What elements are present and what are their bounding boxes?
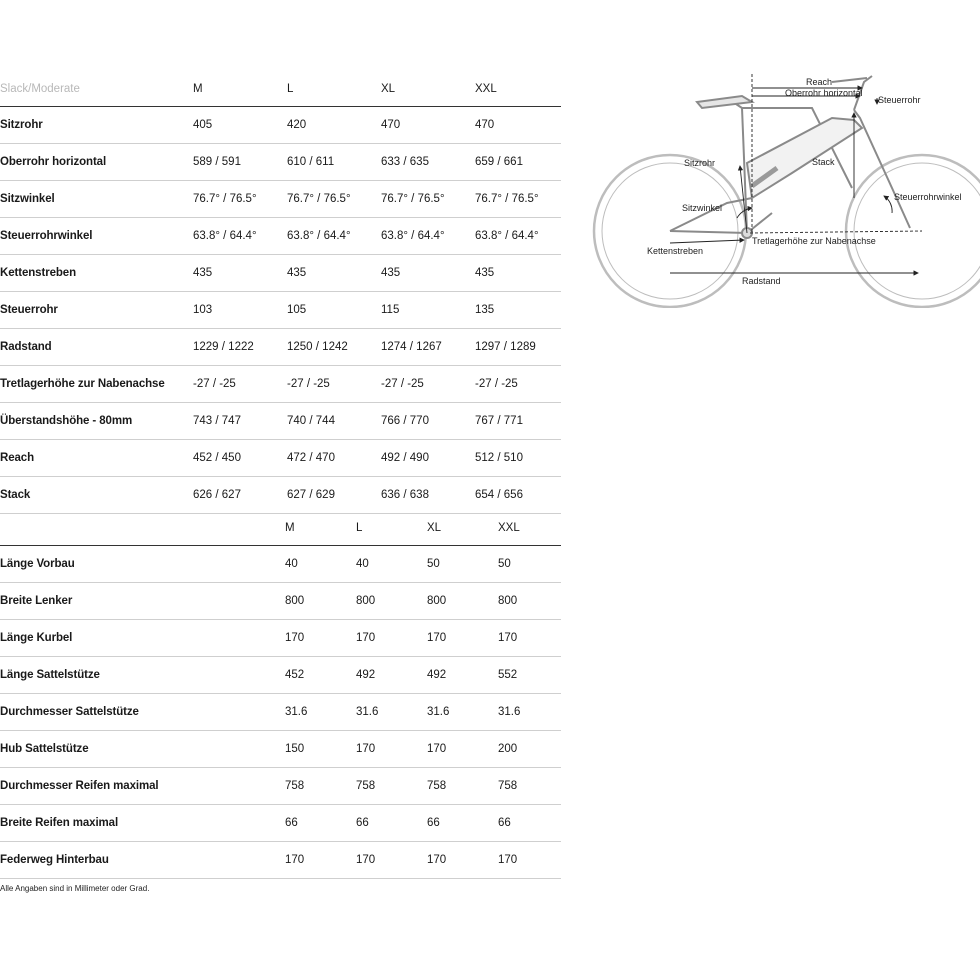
cell-value: 170 [427, 731, 498, 768]
table-row [0, 731, 561, 768]
row-label: Stack [0, 477, 193, 514]
header-size: M [285, 511, 356, 546]
row-label: Breite Reifen maximal [0, 805, 285, 842]
cell-value: 31.6 [285, 694, 356, 731]
cell-value: 435 [193, 255, 287, 292]
cell-value: 135 [475, 292, 561, 329]
label-sitzwinkel: Sitzwinkel [682, 203, 723, 213]
cell-value: 659 / 661 [475, 144, 561, 181]
row-label: Breite Lenker [0, 583, 285, 620]
table-row [0, 440, 561, 477]
table-row [0, 255, 561, 292]
cell-value: 758 [356, 768, 427, 805]
cell-value: 63.8° / 64.4° [287, 218, 381, 255]
cell-value: 452 [285, 657, 356, 694]
label-steuerrohrwinkel: Steuerrohrwinkel [894, 192, 962, 202]
geometry-table [0, 71, 561, 514]
cell-value: 103 [193, 292, 287, 329]
row-label: Steuerrohrwinkel [0, 218, 193, 255]
cell-value: 170 [498, 620, 561, 657]
cell-value: 740 / 744 [287, 403, 381, 440]
table-row [0, 292, 561, 329]
row-label: Federweg Hinterbau [0, 842, 285, 879]
row-label: Hub Sattelstütze [0, 731, 285, 768]
footnote: Alle Angaben sind in Millimeter oder Grad. [0, 884, 150, 893]
row-label: Überstandshöhe - 80mm [0, 403, 193, 440]
cell-value: 766 / 770 [381, 403, 475, 440]
header-label [0, 511, 285, 546]
table-row [0, 144, 561, 181]
row-label: Durchmesser Reifen maximal [0, 768, 285, 805]
row-label: Radstand [0, 329, 193, 366]
cell-value: 170 [356, 842, 427, 879]
cell-value: 76.7° / 76.5° [475, 181, 561, 218]
cell-value: 1274 / 1267 [381, 329, 475, 366]
cell-value: 1229 / 1222 [193, 329, 287, 366]
cell-value: 31.6 [356, 694, 427, 731]
cell-value: 626 / 627 [193, 477, 287, 514]
cell-value: 552 [498, 657, 561, 694]
cell-value: 627 / 629 [287, 477, 381, 514]
table-row [0, 805, 561, 842]
cell-value: 800 [498, 583, 561, 620]
table-header-row [0, 71, 561, 107]
table-row [0, 477, 561, 514]
cell-value: 512 / 510 [475, 440, 561, 477]
cell-value: 170 [356, 620, 427, 657]
cell-value: 800 [285, 583, 356, 620]
cell-value: 200 [498, 731, 561, 768]
cell-value: 492 [427, 657, 498, 694]
table-row [0, 768, 561, 805]
table-row [0, 620, 561, 657]
cell-value: 170 [285, 842, 356, 879]
cell-value: 800 [427, 583, 498, 620]
row-label: Oberrohr horizontal [0, 144, 193, 181]
cell-value: 63.8° / 64.4° [475, 218, 561, 255]
label-kettenstreben: Kettenstreben [647, 246, 704, 256]
cell-value: 31.6 [427, 694, 498, 731]
cell-value: 76.7° / 76.5° [193, 181, 287, 218]
cell-value: 50 [498, 546, 561, 583]
cell-value: 758 [285, 768, 356, 805]
cell-value: 66 [356, 805, 427, 842]
label-reach: Reach [806, 77, 833, 87]
row-label: Länge Vorbau [0, 546, 285, 583]
cell-value: 66 [427, 805, 498, 842]
cell-value: 76.7° / 76.5° [381, 181, 475, 218]
components-table [0, 511, 561, 879]
table-header-row [0, 511, 561, 546]
row-label: Länge Kurbel [0, 620, 285, 657]
row-label: Sitzwinkel [0, 181, 193, 218]
cell-value: 66 [285, 805, 356, 842]
cell-value: 105 [287, 292, 381, 329]
table-row [0, 181, 561, 218]
header-label: Slack/Moderate [0, 71, 193, 107]
cell-value: 405 [193, 107, 287, 144]
table-row [0, 403, 561, 440]
header-size: M [193, 71, 287, 107]
cell-value: 63.8° / 64.4° [193, 218, 287, 255]
label-oberrohr: Oberrohr horizontal [785, 88, 863, 98]
cell-value: 492 / 490 [381, 440, 475, 477]
table-row [0, 107, 561, 144]
label-radstand: Radstand [742, 276, 781, 286]
cell-value: 435 [381, 255, 475, 292]
cell-value: 170 [427, 620, 498, 657]
cell-value: 654 / 656 [475, 477, 561, 514]
table-row [0, 329, 561, 366]
header-size: L [287, 71, 381, 107]
cell-value: 420 [287, 107, 381, 144]
table-row [0, 657, 561, 694]
cell-value: 589 / 591 [193, 144, 287, 181]
cell-value: 170 [498, 842, 561, 879]
cell-value: 170 [427, 842, 498, 879]
cell-value: 470 [381, 107, 475, 144]
cell-value: 1250 / 1242 [287, 329, 381, 366]
header-size: XL [381, 71, 475, 107]
cell-value: 50 [427, 546, 498, 583]
row-label: Durchmesser Sattelstütze [0, 694, 285, 731]
cell-value: 40 [285, 546, 356, 583]
row-label: Steuerrohr [0, 292, 193, 329]
cell-value: 66 [498, 805, 561, 842]
table-row [0, 583, 561, 620]
row-label: Sitzrohr [0, 107, 193, 144]
cell-value: -27 / -25 [381, 366, 475, 403]
cell-value: 470 [475, 107, 561, 144]
header-size: L [356, 511, 427, 546]
cell-value: 435 [475, 255, 561, 292]
label-tretlager: Tretlagerhöhe zur Nabenachse [752, 236, 876, 246]
cell-value: 1297 / 1289 [475, 329, 561, 366]
cell-value: 610 / 611 [287, 144, 381, 181]
cell-value: 633 / 635 [381, 144, 475, 181]
label-stack: Stack [812, 157, 835, 167]
bike-geometry-diagram [592, 68, 980, 308]
cell-value: -27 / -25 [475, 366, 561, 403]
header-size: XL [427, 511, 498, 546]
cell-value: 76.7° / 76.5° [287, 181, 381, 218]
cell-value: 435 [287, 255, 381, 292]
table-row [0, 218, 561, 255]
cell-value: 743 / 747 [193, 403, 287, 440]
row-label: Länge Sattelstütze [0, 657, 285, 694]
cell-value: 767 / 771 [475, 403, 561, 440]
cell-value: 452 / 450 [193, 440, 287, 477]
header-size: XXL [475, 71, 561, 107]
label-steuerrohr: Steuerrohr [878, 95, 921, 105]
table-row [0, 842, 561, 879]
cell-value: 800 [356, 583, 427, 620]
table-row [0, 694, 561, 731]
cell-value: 758 [498, 768, 561, 805]
front-wheel [846, 155, 980, 307]
cell-value: 31.6 [498, 694, 561, 731]
cell-value: 636 / 638 [381, 477, 475, 514]
row-label: Kettenstreben [0, 255, 193, 292]
cell-value: 63.8° / 64.4° [381, 218, 475, 255]
table-row [0, 366, 561, 403]
cell-value: 115 [381, 292, 475, 329]
cell-value: -27 / -25 [287, 366, 381, 403]
cell-value: 40 [356, 546, 427, 583]
cell-value: 170 [285, 620, 356, 657]
row-label: Tretlagerhöhe zur Nabenachse [0, 366, 193, 403]
row-label: Reach [0, 440, 193, 477]
bike-frame [670, 76, 910, 238]
cell-value: -27 / -25 [193, 366, 287, 403]
table-row [0, 546, 561, 583]
label-sitzrohr: Sitzrohr [684, 158, 716, 168]
header-size: XXL [498, 511, 561, 546]
cell-value: 758 [427, 768, 498, 805]
cell-value: 170 [356, 731, 427, 768]
cell-value: 150 [285, 731, 356, 768]
cell-value: 492 [356, 657, 427, 694]
cell-value: 472 / 470 [287, 440, 381, 477]
